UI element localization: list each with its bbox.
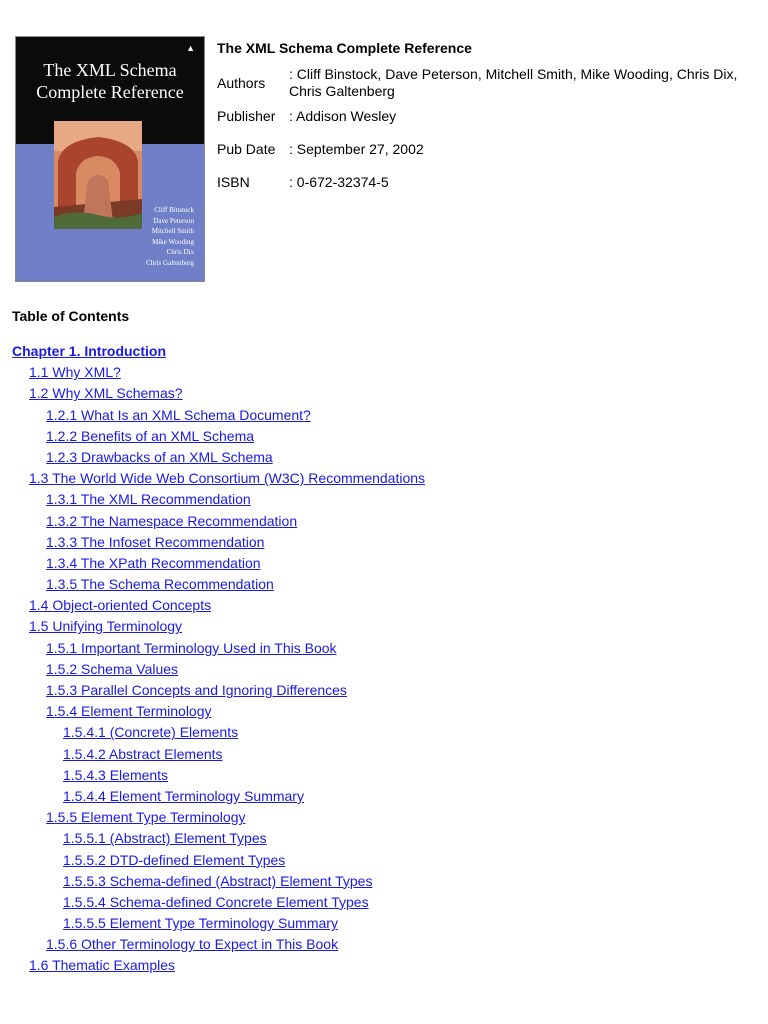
toc-link[interactable]: 1.4 Object-oriented Concepts — [29, 597, 212, 614]
cover-author: Cliff Binstock — [154, 206, 194, 214]
toc-link[interactable]: 1.3.2 The Namespace Recommendation — [46, 512, 298, 529]
toc-link[interactable]: 1.5.5.3 Schema-defined (Abstract) Element Types — [63, 872, 373, 889]
toc-item — [12, 807, 425, 828]
toc-link[interactable]: 1.5.3 Parallel Concepts and Ignoring Differences — [46, 682, 347, 698]
detail-value: : Addison Wesley — [289, 107, 397, 124]
toc-item — [12, 426, 425, 447]
toc-link[interactable]: 1.3.3 The Infoset Recommendation — [46, 533, 265, 550]
toc-link[interactable]: 1.5.1 Important Terminology Used in This Book — [46, 639, 337, 656]
toc-link[interactable]: 1.3.4 The XPath Recommendation — [46, 554, 261, 571]
toc-item — [12, 616, 425, 637]
toc-item — [12, 680, 425, 701]
cover-author: Chris Dix — [166, 248, 194, 257]
toc-link[interactable]: 1.5.4.1 (Concrete) Elements — [63, 724, 239, 741]
toc-item — [12, 489, 425, 510]
detail-row-isbn — [217, 169, 752, 195]
toc-link[interactable]: 1.2.1 What Is an XML Schema Document? — [46, 406, 311, 423]
toc-item — [12, 405, 425, 426]
detail-row-pub-date — [217, 129, 752, 169]
toc-heading: Table of Contents — [12, 308, 130, 324]
toc-item — [12, 850, 425, 871]
toc-item — [12, 828, 425, 849]
detail-key: Publisher — [217, 107, 276, 124]
toc-item — [12, 786, 425, 807]
toc-link[interactable]: 1.5.4 Element Terminology — [46, 703, 212, 720]
toc-link[interactable]: 1.2 Why XML Schemas? — [29, 385, 183, 402]
toc-item — [12, 744, 425, 765]
toc-item — [12, 701, 425, 722]
toc-item — [12, 722, 425, 743]
cover-title — [16, 59, 204, 103]
book-info — [217, 40, 752, 195]
toc-item — [12, 447, 425, 468]
toc-link[interactable]: 1.5.4.3 Elements — [63, 766, 169, 783]
toc-link[interactable]: 1.5.5.2 DTD-defined Element Types — [63, 851, 286, 868]
detail-row-publisher — [217, 103, 752, 129]
detail-key: Authors — [217, 74, 266, 91]
toc-item — [12, 934, 425, 955]
cover-author: Dave Peterson — [153, 216, 194, 225]
toc-link[interactable]: 1.1 Why XML? — [29, 364, 121, 381]
toc-link[interactable]: 1.3 The World Wide Web Consortium (W3C) Recommendations — [29, 470, 426, 487]
cover-author: Chris Galtenberg — [146, 258, 194, 267]
toc-item — [12, 913, 425, 934]
toc-link[interactable]: 1.5.5.1 (Abstract) Element Types — [63, 830, 267, 847]
toc-item — [12, 362, 425, 383]
detail-key: Pub Date — [217, 140, 276, 157]
toc-item — [12, 638, 425, 659]
toc-item — [12, 383, 425, 404]
toc-link[interactable]: Chapter 1. Introduction — [12, 343, 166, 359]
detail-key: ISBN — [217, 173, 250, 190]
publisher-logo-icon: ▲ — [186, 43, 195, 53]
cover-author: Mitchell Smith — [151, 227, 194, 236]
book-title: The XML Schema Complete Reference — [217, 40, 472, 56]
book-cover — [16, 37, 204, 281]
toc-link[interactable]: 1.5 Unifying Terminology — [29, 618, 183, 635]
toc-link[interactable]: 1.5.5 Element Type Terminology — [46, 809, 246, 826]
toc-link[interactable]: 1.5.4.2 Abstract Elements — [63, 745, 223, 762]
toc-item — [12, 574, 425, 595]
toc-item — [12, 595, 425, 616]
toc-link[interactable]: 1.5.5.4 Schema-defined Concrete Element Types — [63, 893, 369, 910]
toc-link[interactable]: 1.5.4.4 Element Terminology Summary — [63, 787, 304, 804]
toc-link[interactable]: 1.2.2 Benefits of an XML Schema — [46, 427, 255, 444]
toc-link[interactable]: 1.3.1 The XML Recommendation — [46, 491, 251, 508]
toc-item — [12, 871, 425, 892]
toc-item — [12, 468, 425, 489]
toc-link[interactable]: 1.5.5.5 Element Type Terminology Summary — [63, 915, 338, 932]
toc-list — [12, 341, 425, 977]
toc-item — [12, 659, 425, 680]
toc-item — [12, 765, 425, 786]
toc-item — [12, 511, 425, 532]
cover-title-line1: The XML Schema — [43, 60, 177, 80]
toc-link[interactable]: 1.5.2 Schema Values — [46, 660, 179, 677]
book-details-table — [217, 63, 752, 195]
toc-item — [12, 955, 425, 976]
detail-value: : Cliff Binstock, Dave Peterson, Mitchell Smith, Mike Wooding, Chris Dix, Chris Galtenberg — [289, 66, 738, 99]
cover-author: Mike Wooding — [152, 237, 194, 246]
detail-row-authors — [217, 63, 752, 103]
toc-item — [12, 341, 425, 362]
cover-title-line2: Complete Reference — [36, 82, 184, 102]
detail-value: : September 27, 2002 — [289, 140, 424, 157]
toc-item — [12, 532, 425, 553]
detail-value: : 0-672-32374-5 — [289, 173, 389, 190]
toc-link[interactable]: 1.5.6 Other Terminology to Expect in This Book — [46, 936, 339, 953]
toc-link[interactable]: 1.2.3 Drawbacks of an XML Schema — [46, 448, 273, 465]
toc-link[interactable]: 1.6 Thematic Examples — [29, 957, 176, 974]
cover-authors — [146, 205, 194, 269]
toc-link[interactable]: 1.3.5 The Schema Recommendation — [46, 576, 274, 593]
cover-arch-photo-icon — [54, 121, 142, 229]
toc-item — [12, 553, 425, 574]
toc-item — [12, 892, 425, 913]
